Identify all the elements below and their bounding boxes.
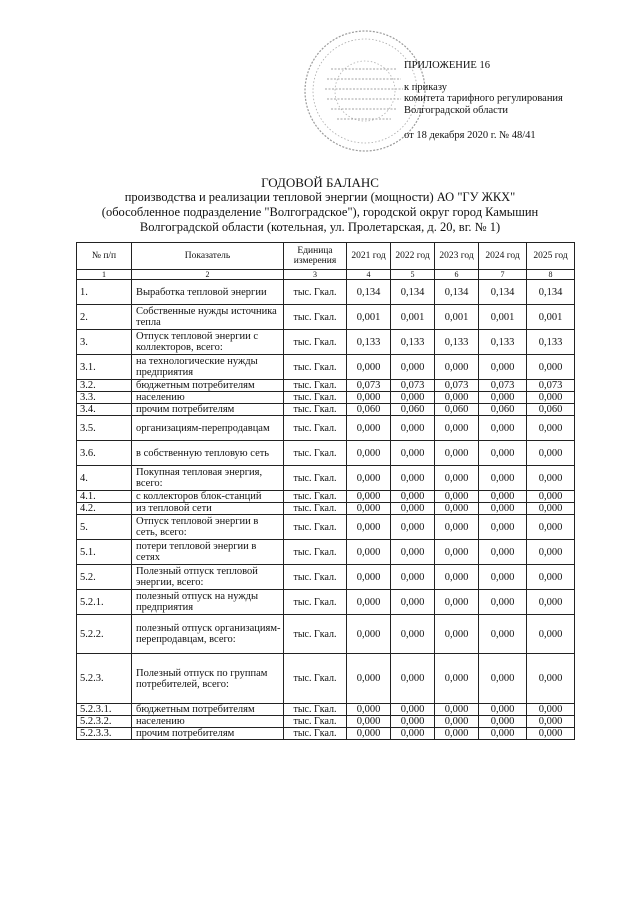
value-2023: 0,000 — [435, 704, 479, 716]
value-2024: 0,000 — [479, 704, 527, 716]
column-number: 8 — [527, 270, 575, 280]
value-2024: 0,000 — [479, 728, 527, 740]
value-2024: 0,000 — [479, 590, 527, 615]
row-unit: тыс. Гкал. — [284, 305, 347, 330]
value-2022: 0,000 — [391, 392, 435, 404]
row-indicator: Выработка тепловой энергии — [132, 280, 284, 305]
row-number: 5.2.3. — [77, 654, 132, 704]
value-2021: 0,000 — [347, 416, 391, 441]
value-2021: 0,000 — [347, 540, 391, 565]
value-2021: 0,000 — [347, 515, 391, 540]
header-unit: Единица измерения — [284, 243, 347, 270]
value-2022: 0,000 — [391, 654, 435, 704]
row-indicator: Собственные нужды источника тепла — [132, 305, 284, 330]
table-row — [77, 305, 575, 330]
value-2024: 0,000 — [479, 515, 527, 540]
row-unit: тыс. Гкал. — [284, 565, 347, 590]
value-2024: 0,000 — [479, 716, 527, 728]
row-indicator: бюджетным потребителям — [132, 704, 284, 716]
row-number: 5.2.2. — [77, 615, 132, 654]
value-2025: 0,133 — [527, 330, 575, 355]
row-number: 4.2. — [77, 503, 132, 515]
value-2023: 0,000 — [435, 540, 479, 565]
value-2023: 0,000 — [435, 441, 479, 466]
appendix-order-line: к приказу — [404, 81, 447, 93]
header-2023: 2023 год — [435, 243, 479, 270]
row-indicator: бюджетным потребителям — [132, 380, 284, 392]
column-number: 3 — [284, 270, 347, 280]
value-2021: 0,000 — [347, 565, 391, 590]
value-2022: 0,001 — [391, 305, 435, 330]
value-2023: 0,000 — [435, 466, 479, 491]
balance-table — [76, 242, 575, 740]
value-2023: 0,000 — [435, 503, 479, 515]
value-2023: 0,000 — [435, 392, 479, 404]
value-2024: 0,000 — [479, 565, 527, 590]
value-2025: 0,134 — [527, 280, 575, 305]
table-row — [77, 466, 575, 491]
value-2022: 0,000 — [391, 716, 435, 728]
table-row — [77, 392, 575, 404]
value-2024: 0,000 — [479, 416, 527, 441]
document-subtitle-1: производства и реализации тепловой энергии (мощности) АО "ГУ ЖКХ" — [124, 190, 516, 204]
table-row — [77, 416, 575, 441]
value-2024: 0,000 — [479, 491, 527, 503]
value-2023: 0,001 — [435, 305, 479, 330]
value-2022: 0,060 — [391, 404, 435, 416]
table-row — [77, 565, 575, 590]
document-heading — [0, 175, 640, 235]
column-number: 2 — [132, 270, 284, 280]
value-2021: 0,000 — [347, 392, 391, 404]
appendix-region-line: Волгоградской области — [404, 104, 509, 116]
value-2025: 0,000 — [527, 654, 575, 704]
appendix-date: от 18 декабря 2020 г. № 48/41 — [404, 130, 536, 141]
row-indicator: Покупная тепловая энергия, всего: — [132, 466, 284, 491]
header-no: № п/п — [77, 243, 132, 270]
value-2021: 0,000 — [347, 615, 391, 654]
row-unit: тыс. Гкал. — [284, 280, 347, 305]
value-2022: 0,000 — [391, 515, 435, 540]
value-2022: 0,000 — [391, 728, 435, 740]
row-unit: тыс. Гкал. — [284, 654, 347, 704]
row-unit: тыс. Гкал. — [284, 404, 347, 416]
value-2023: 0,060 — [435, 404, 479, 416]
value-2022: 0,000 — [391, 503, 435, 515]
value-2022: 0,000 — [391, 466, 435, 491]
value-2024: 0,000 — [479, 615, 527, 654]
row-unit: тыс. Гкал. — [284, 590, 347, 615]
value-2022: 0,000 — [391, 540, 435, 565]
value-2022: 0,000 — [391, 615, 435, 654]
row-number: 5.2.3.2. — [77, 716, 132, 728]
value-2025: 0,000 — [527, 615, 575, 654]
table-row — [77, 654, 575, 704]
value-2025: 0,000 — [527, 728, 575, 740]
column-number: 4 — [347, 270, 391, 280]
value-2024: 0,000 — [479, 503, 527, 515]
value-2023: 0,000 — [435, 565, 479, 590]
value-2021: 0,000 — [347, 716, 391, 728]
value-2023: 0,133 — [435, 330, 479, 355]
value-2022: 0,000 — [391, 355, 435, 380]
row-indicator: прочим потребителям — [132, 404, 284, 416]
row-indicator: Отпуск тепловой энергии в сеть, всего: — [132, 515, 284, 540]
row-unit: тыс. Гкал. — [284, 704, 347, 716]
value-2022: 0,000 — [391, 565, 435, 590]
row-number: 3.6. — [77, 441, 132, 466]
row-indicator: Полезный отпуск тепловой энергии, всего: — [132, 565, 284, 590]
appendix-block — [404, 60, 563, 142]
value-2024: 0,134 — [479, 280, 527, 305]
value-2025: 0,000 — [527, 704, 575, 716]
value-2022: 0,000 — [391, 491, 435, 503]
value-2021: 0,001 — [347, 305, 391, 330]
value-2025: 0,000 — [527, 565, 575, 590]
row-indicator: прочим потребителям — [132, 728, 284, 740]
table-row — [77, 280, 575, 305]
row-indicator: полезный отпуск на нужды предприятия — [132, 590, 284, 615]
table-row — [77, 716, 575, 728]
value-2021: 0,073 — [347, 380, 391, 392]
row-indicator: потери тепловой энергии в сетях — [132, 540, 284, 565]
header-2021: 2021 год — [347, 243, 391, 270]
row-unit: тыс. Гкал. — [284, 503, 347, 515]
row-unit: тыс. Гкал. — [284, 540, 347, 565]
value-2024: 0,073 — [479, 380, 527, 392]
value-2024: 0,000 — [479, 441, 527, 466]
row-number: 3.4. — [77, 404, 132, 416]
value-2024: 0,001 — [479, 305, 527, 330]
value-2025: 0,000 — [527, 441, 575, 466]
value-2024: 0,060 — [479, 404, 527, 416]
row-unit: тыс. Гкал. — [284, 355, 347, 380]
value-2022: 0,000 — [391, 590, 435, 615]
row-indicator: полезный отпуск организациям-перепродавцам, всего: — [132, 615, 284, 654]
row-number: 5.2. — [77, 565, 132, 590]
value-2023: 0,000 — [435, 590, 479, 615]
value-2021: 0,000 — [347, 441, 391, 466]
value-2021: 0,000 — [347, 728, 391, 740]
value-2023: 0,000 — [435, 654, 479, 704]
value-2022: 0,000 — [391, 416, 435, 441]
value-2024: 0,000 — [479, 355, 527, 380]
table-row — [77, 503, 575, 515]
value-2025: 0,000 — [527, 590, 575, 615]
column-number: 7 — [479, 270, 527, 280]
column-number: 6 — [435, 270, 479, 280]
row-unit: тыс. Гкал. — [284, 392, 347, 404]
header-2022: 2022 год — [391, 243, 435, 270]
row-indicator: на технологические нужды предприятия — [132, 355, 284, 380]
row-number: 1. — [77, 280, 132, 305]
row-unit: тыс. Гкал. — [284, 615, 347, 654]
value-2025: 0,000 — [527, 466, 575, 491]
row-number: 3. — [77, 330, 132, 355]
table-row — [77, 590, 575, 615]
value-2025: 0,073 — [527, 380, 575, 392]
row-number: 3.1. — [77, 355, 132, 380]
row-unit: тыс. Гкал. — [284, 515, 347, 540]
value-2021: 0,000 — [347, 491, 391, 503]
value-2021: 0,060 — [347, 404, 391, 416]
document-subtitle-2: (обособленное подразделение "Волгоградское"), городской округ город Камышин — [101, 205, 539, 219]
value-2024: 0,000 — [479, 466, 527, 491]
table-row — [77, 330, 575, 355]
value-2025: 0,060 — [527, 404, 575, 416]
row-number: 3.3. — [77, 392, 132, 404]
row-number: 5. — [77, 515, 132, 540]
row-indicator: Полезный отпуск по группам потребителей, всего: — [132, 654, 284, 704]
value-2023: 0,000 — [435, 515, 479, 540]
header-2024: 2024 год — [479, 243, 527, 270]
value-2022: 0,000 — [391, 704, 435, 716]
table-row — [77, 441, 575, 466]
row-indicator: Отпуск тепловой энергии с коллекторов, всего: — [132, 330, 284, 355]
value-2022: 0,134 — [391, 280, 435, 305]
table-row — [77, 491, 575, 503]
value-2024: 0,000 — [479, 392, 527, 404]
table-row — [77, 355, 575, 380]
value-2021: 0,133 — [347, 330, 391, 355]
value-2025: 0,001 — [527, 305, 575, 330]
row-unit: тыс. Гкал. — [284, 728, 347, 740]
row-unit: тыс. Гкал. — [284, 491, 347, 503]
row-number: 4. — [77, 466, 132, 491]
value-2023: 0,073 — [435, 380, 479, 392]
value-2025: 0,000 — [527, 503, 575, 515]
value-2024: 0,133 — [479, 330, 527, 355]
row-number: 3.5. — [77, 416, 132, 441]
column-number: 5 — [391, 270, 435, 280]
value-2021: 0,000 — [347, 704, 391, 716]
value-2021: 0,000 — [347, 466, 391, 491]
value-2021: 0,000 — [347, 590, 391, 615]
table-row — [77, 380, 575, 392]
value-2024: 0,000 — [479, 654, 527, 704]
value-2023: 0,000 — [435, 491, 479, 503]
header-2025: 2025 год — [527, 243, 575, 270]
value-2023: 0,134 — [435, 280, 479, 305]
document-subtitle-3: Волгоградской области (котельная, ул. Пролетарская, д. 20, вг. № 1) — [139, 220, 501, 234]
row-number: 4.1. — [77, 491, 132, 503]
table-row — [77, 540, 575, 565]
row-number: 3.2. — [77, 380, 132, 392]
row-indicator: с коллекторов блок-станций — [132, 491, 284, 503]
value-2022: 0,000 — [391, 441, 435, 466]
column-number: 1 — [77, 270, 132, 280]
header-indicator: Показатель — [132, 243, 284, 270]
value-2021: 0,000 — [347, 654, 391, 704]
value-2025: 0,000 — [527, 392, 575, 404]
value-2025: 0,000 — [527, 355, 575, 380]
value-2022: 0,133 — [391, 330, 435, 355]
value-2024: 0,000 — [479, 540, 527, 565]
value-2023: 0,000 — [435, 615, 479, 654]
value-2023: 0,000 — [435, 728, 479, 740]
row-unit: тыс. Гкал. — [284, 416, 347, 441]
value-2023: 0,000 — [435, 355, 479, 380]
appendix-title: ПРИЛОЖЕНИЕ 16 — [404, 60, 490, 71]
value-2021: 0,000 — [347, 503, 391, 515]
row-number: 5.1. — [77, 540, 132, 565]
value-2025: 0,000 — [527, 491, 575, 503]
row-indicator: организациям-перепродавцам — [132, 416, 284, 441]
value-2022: 0,073 — [391, 380, 435, 392]
row-indicator: из тепловой сети — [132, 503, 284, 515]
value-2025: 0,000 — [527, 716, 575, 728]
value-2025: 0,000 — [527, 540, 575, 565]
table-row — [77, 404, 575, 416]
row-number: 5.2.3.3. — [77, 728, 132, 740]
value-2025: 0,000 — [527, 416, 575, 441]
value-2021: 0,134 — [347, 280, 391, 305]
value-2021: 0,000 — [347, 355, 391, 380]
row-indicator: населению — [132, 716, 284, 728]
table-row — [77, 704, 575, 716]
row-unit: тыс. Гкал. — [284, 330, 347, 355]
row-unit: тыс. Гкал. — [284, 380, 347, 392]
value-2023: 0,000 — [435, 416, 479, 441]
table-row — [77, 728, 575, 740]
value-2023: 0,000 — [435, 716, 479, 728]
column-number-row — [77, 270, 575, 280]
row-unit: тыс. Гкал. — [284, 716, 347, 728]
appendix-committee-line: комитета тарифного регулирования — [404, 93, 563, 104]
row-indicator: в собственную тепловую сеть — [132, 441, 284, 466]
table-row — [77, 615, 575, 654]
row-unit: тыс. Гкал. — [284, 441, 347, 466]
row-unit: тыс. Гкал. — [284, 466, 347, 491]
document-title: ГОДОВОЙ БАЛАНС — [261, 175, 379, 190]
row-indicator: населению — [132, 392, 284, 404]
row-number: 5.2.1. — [77, 590, 132, 615]
row-number: 2. — [77, 305, 132, 330]
row-number: 5.2.3.1. — [77, 704, 132, 716]
value-2025: 0,000 — [527, 515, 575, 540]
table-row — [77, 515, 575, 540]
